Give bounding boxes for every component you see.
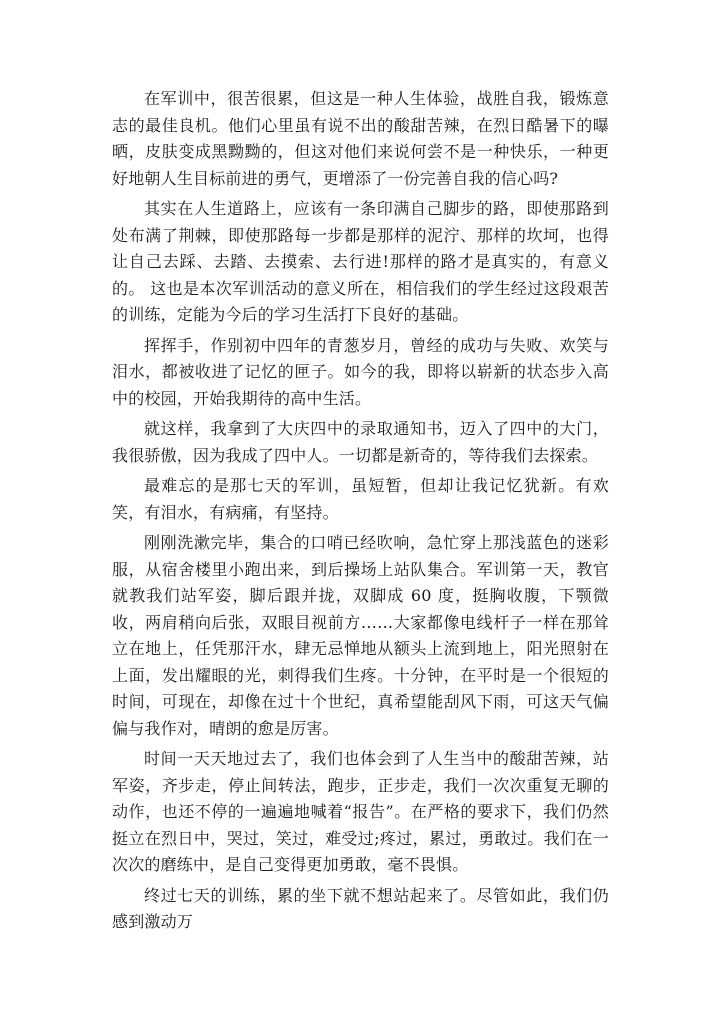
paragraph-1: 在军训中，很苦很累，但这是一种人生体验，战胜自我，锻炼意志的最佳良机。他们心里虽有说不出的酸甜苦辣，在烈日酷暑下的曝晒，皮肤变成黑黝黝的，但这对他们来说何尝不是一种快乐，一种更好地朝人生目标前进的勇气，更增添了一份完善自我的信心吗? <box>112 89 609 188</box>
paragraph-6: 刚刚洗漱完毕，集合的口哨已经吹响，急忙穿上那浅蓝色的迷彩服，从宿舍楼里小跑出来，到后操场上站队集合。军训第一天，教官就教我们站军姿，脚后跟并拢，双脚成 60 度，挺胸收腹，下颚微收，两肩稍向后张，双眼目视前方……大家都像电线杆子一样在那耸立在地上，任凭那汗水，肆无忌惮地从额头上流到地上，阳光照射在上面，发出耀眼的光，刺得我们生疼。十分钟，在平时是一个很短的时间，可现在，却像在过十个世纪，真希望能刮风下雨，可这天气偏偏与我作对，晴朗的愈是厉害。 <box>112 533 609 738</box>
document-body <box>112 86 609 940</box>
paragraph-3: 挥挥手，作别初中四年的青葱岁月，曾经的成功与失败、欢笑与泪水，都被收进了记忆的匣子。如今的我，即将以崭新的状态步入高中的校园，开始我期待的高中生活。 <box>112 335 609 408</box>
paragraph-2: 其实在人生道路上，应该有一条印满自己脚步的路，即使那路到处布满了荆棘，即使那路每一步都是那样的泥泞、那样的坎坷，也得让自己去踩、去踏、去摸索、去行进!那样的路才是真实的，有意义的。 这也是本次军训活动的意义所在，相信我们的学生经过这段艰苦的训练，定能为今后的学习生活打下良好的基础。 <box>112 199 609 324</box>
paragraph-5: 最难忘的是那七天的军训，虽短暂，但却让我记忆犹新。有欢笑，有泪水，有病痛，有坚持。 <box>112 476 609 522</box>
paragraph-7: 时间一天天地过去了，我们也体会到了人生当中的酸甜苦辣，站军姿，齐步走，停止间转法，跑步，正步走，我们一次次重复无聊的动作，也还不停的一遍遍地喊着“报告”。在严格的要求下，我们仍然挺立在烈日中，哭过，笑过，难受过;疼过，累过，勇敢过。我们在一次次的磨练中，是自己变得更加勇敢，毫不畏惧。 <box>112 749 609 874</box>
paragraph-8: 终过七天的训练，累的坐下就不想站起来了。尽管如此，我们仍感到激动万 <box>112 885 609 931</box>
paragraph-4: 就这样，我拿到了大庆四中的录取通知书，迈入了四中的大门，我很骄傲，因为我成了四中人。一切都是新奇的，等待我们去探索。 <box>112 419 609 465</box>
